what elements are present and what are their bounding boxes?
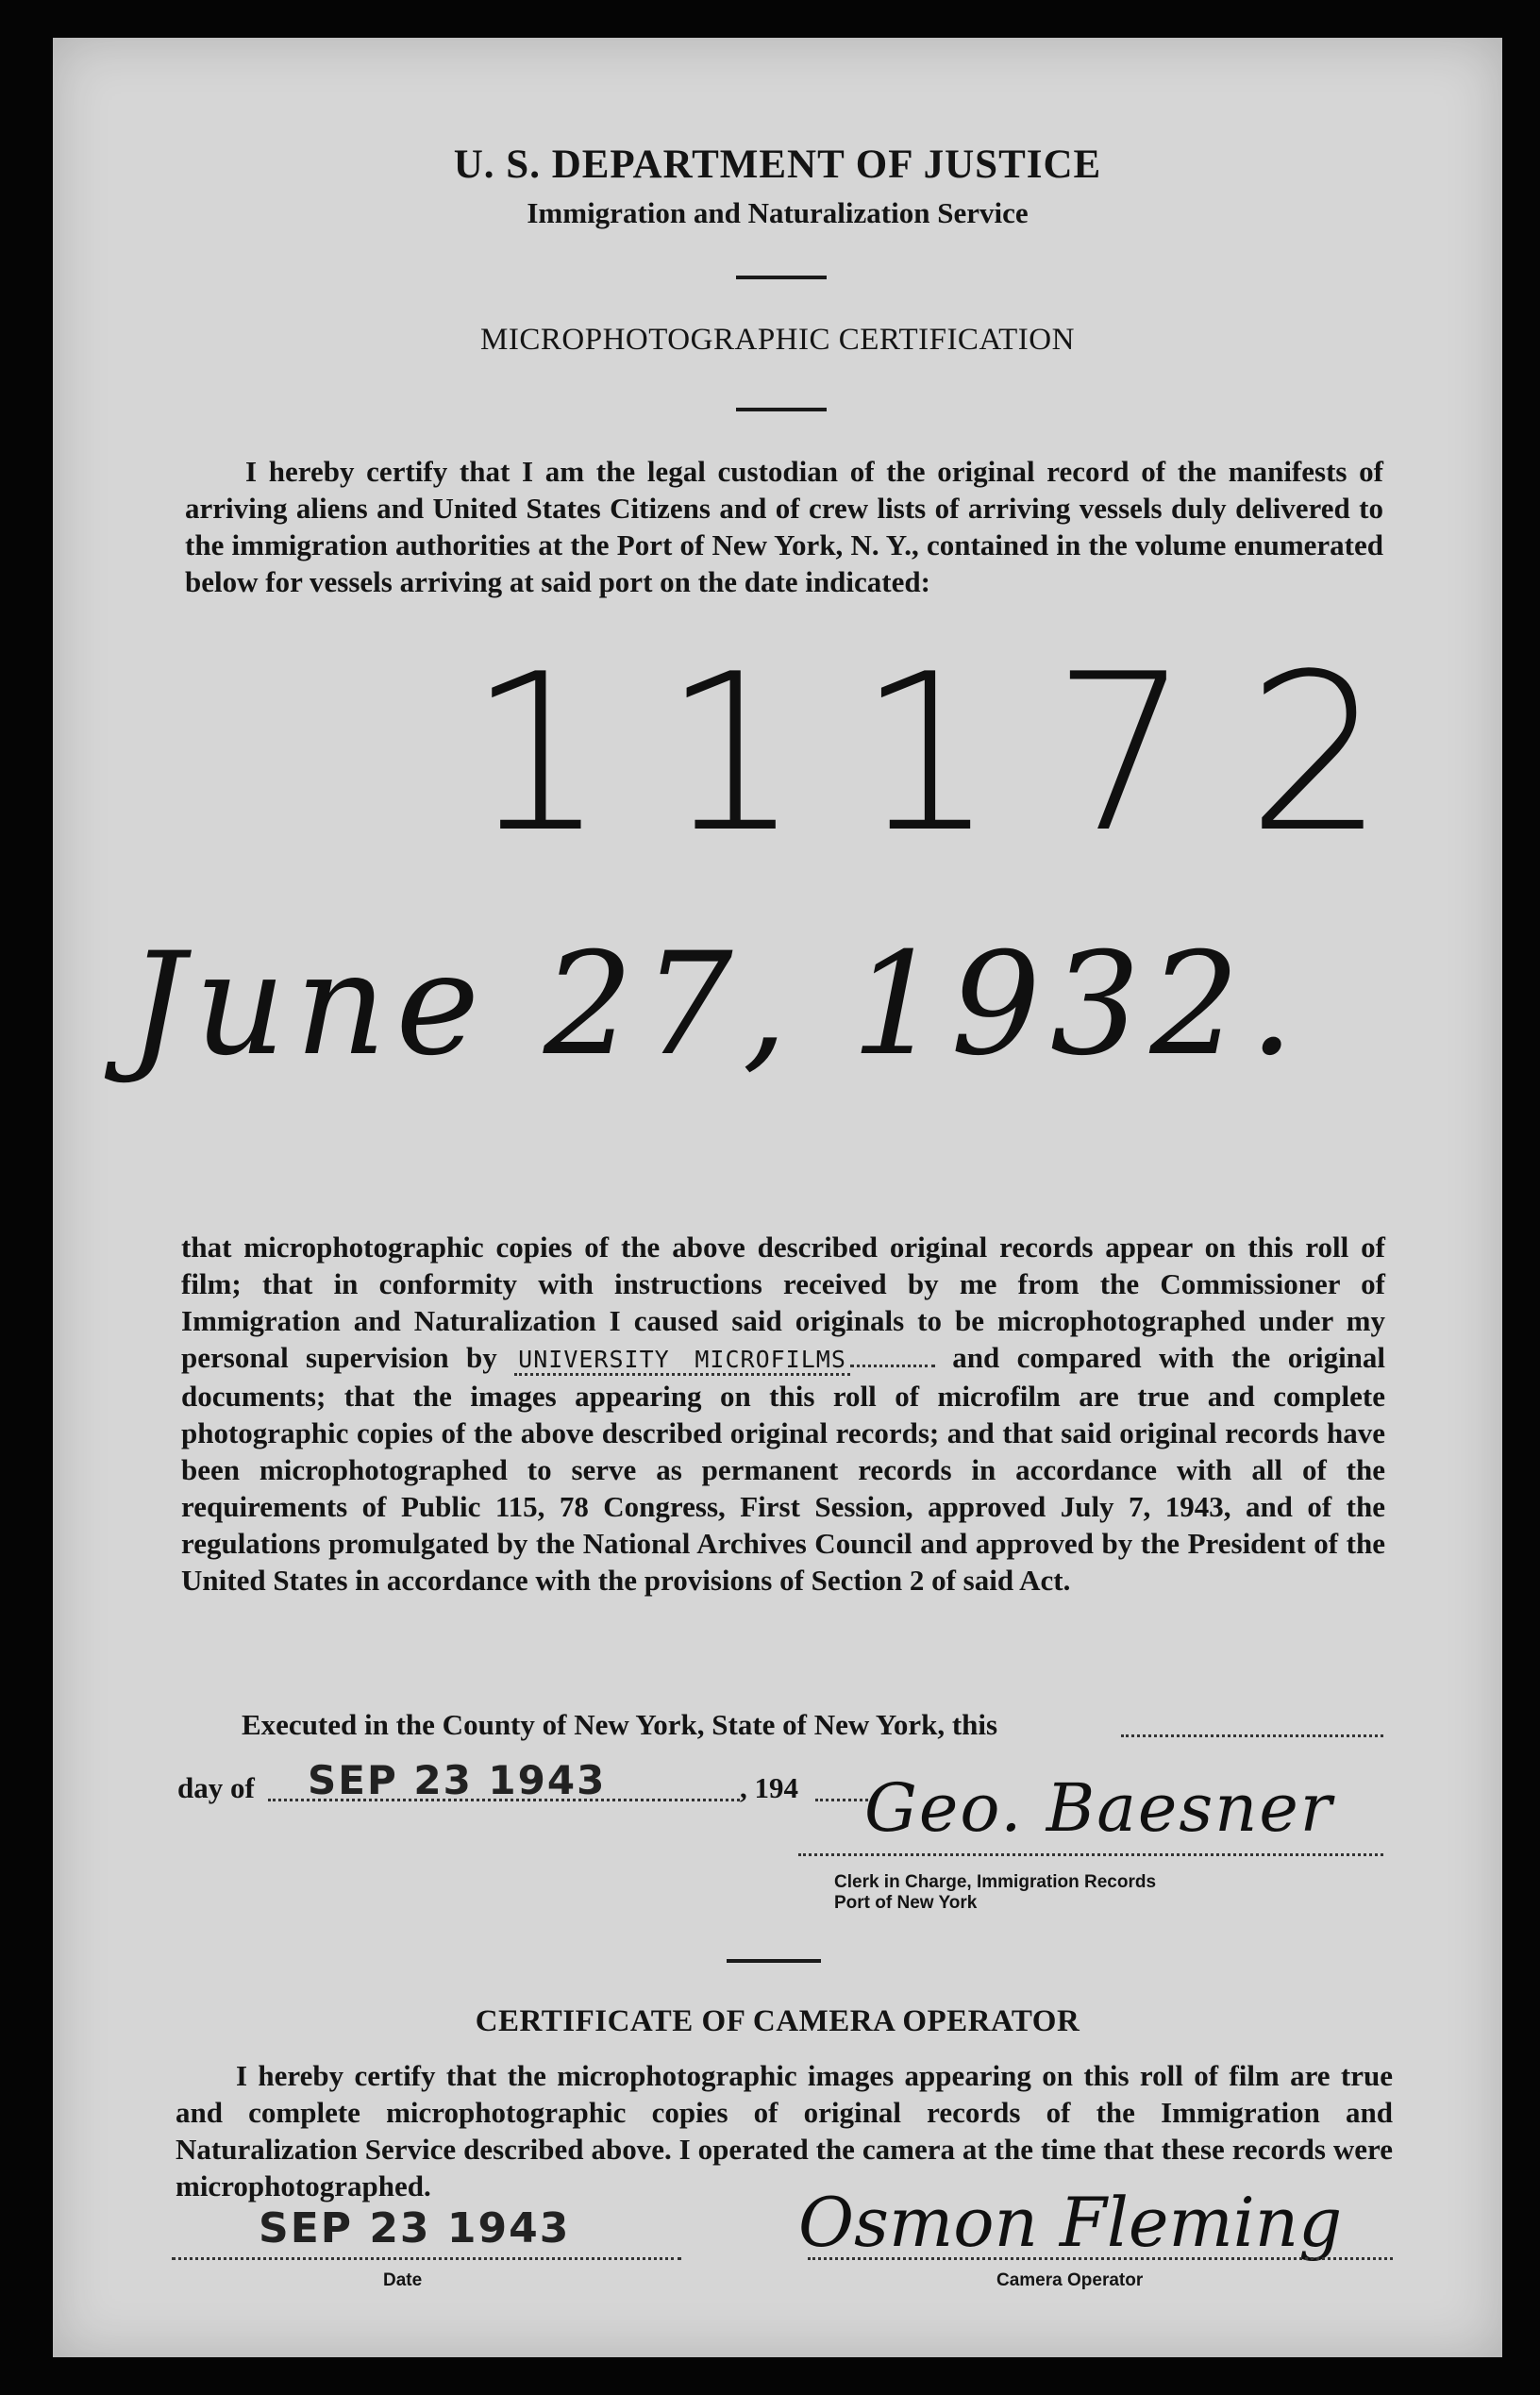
certification-title: MICROPHOTOGRAPHIC CERTIFICATION xyxy=(480,323,1075,357)
divider xyxy=(736,276,827,279)
camera-operator-text: I hereby certify that the microphotographic images appearing on this roll of film are true and complete microphotographic copies of original records of the Immigration and Naturalization Service described above. I operated the camera at the time that these records were microphotographed. xyxy=(176,2059,1393,2202)
clerk-signature: Geo. Baesner xyxy=(864,1769,1334,1847)
executed-text: Executed in the County of New York, State of New York, this xyxy=(242,1708,998,1741)
clerk-signature-line xyxy=(798,1853,1383,1856)
date-label: Date xyxy=(383,2270,423,2290)
divider xyxy=(736,408,827,411)
clerk-port: Port of New York xyxy=(834,1893,978,1913)
executed-day-blank xyxy=(1121,1734,1383,1737)
camera-stamp-date: SEP 23 1943 xyxy=(259,2204,571,2253)
supervisor-company: UNIVERSITY MICROFILMS xyxy=(514,1346,850,1376)
date-line xyxy=(172,2257,681,2260)
body-text-part2: and compared with the original documents; that the images appearing on this roll of microfilm are true and complete photographic copies of the above described original records; and that said original records have been microphotographed to serve as permanent records in accordance with all of the requirements of Public 115, 78 Congress, First Session, approved July 7, 1943, and of the regulations promulgated by the National Archives Council and approved by the President of the United States in accordance with the provisions of Section 2 of said Act. xyxy=(181,1341,1386,1597)
camera-operator-title: CERTIFICATE OF CAMERA OPERATOR xyxy=(475,2004,1080,2038)
operator-label: Camera Operator xyxy=(996,2270,1144,2290)
body-text-part1: that microphotographic copies of the above described original records appear on this roll of film; that in conformity with instructions received by me from the Commissioner of Immigration and Naturalization I caused said originals to be microphotographed under my personal supervision by xyxy=(181,1231,1385,1374)
certificate-page xyxy=(53,38,1502,2357)
day-of-label: day of xyxy=(177,1771,255,1804)
handwritten-volume-number: 11172 xyxy=(468,628,1442,880)
year-prefix: , 194 xyxy=(740,1771,798,1804)
intro-text: I hereby certify that I am the legal custodian of the original record of the manifests of arriving aliens and United States Citizens and of crew lists of arriving vessels duly delivered to the immigration authorities at the Port of New York, N. Y., contained in the volume enumerated below for vessels arriving at said port on the date indicated: xyxy=(185,455,1383,598)
operator-signature-line xyxy=(808,2257,1393,2260)
handwritten-date: June 27, 1932. xyxy=(128,923,1304,1087)
service-subtitle: Immigration and Naturalization Service xyxy=(527,196,1029,229)
body-paragraph xyxy=(181,1229,1385,1599)
operator-signature: Osmon Fleming xyxy=(798,2183,1343,2262)
divider xyxy=(727,1959,821,1963)
intro-paragraph xyxy=(185,453,1383,600)
department-title: U. S. DEPARTMENT OF JUSTICE xyxy=(453,142,1102,187)
executed-stamp-date: SEP 23 1943 xyxy=(308,1757,607,1803)
clerk-title: Clerk in Charge, Immigration Records xyxy=(834,1872,1157,1892)
